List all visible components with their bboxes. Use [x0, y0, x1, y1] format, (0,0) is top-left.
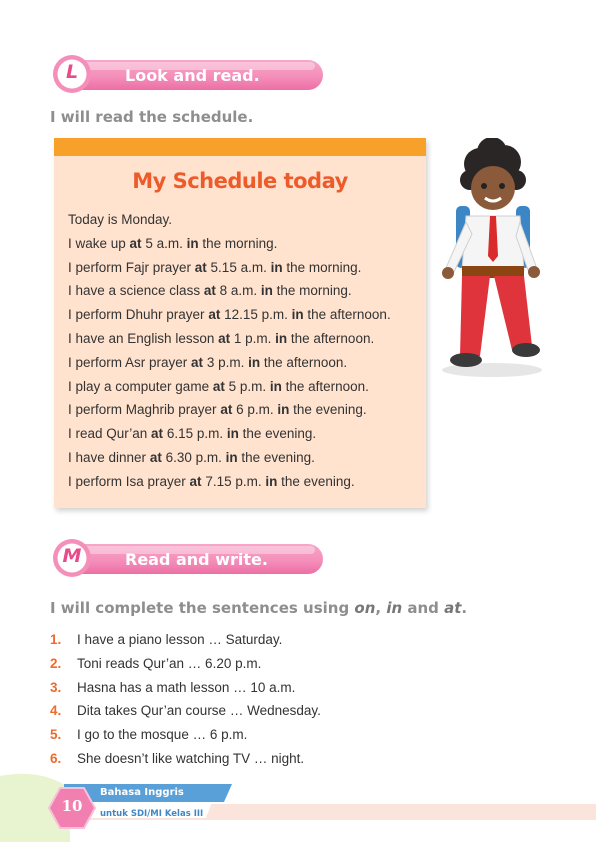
schedule-line [68, 470, 391, 494]
preposition-bold: at [208, 307, 221, 323]
preposition-bold: at [129, 235, 142, 251]
exercise-item [50, 628, 321, 652]
exercise-sentence: Hasna has a math lesson … 10 a.m. [77, 679, 296, 695]
schedule-text: 6 p.m. [232, 402, 278, 418]
page-number: 10 [61, 797, 83, 815]
schedule-text: the evening. [237, 449, 315, 465]
book-subtitle: untuk SDI/MI Kelas III [100, 809, 204, 819]
preposition-bold: in [270, 259, 283, 275]
section-letter: L [65, 61, 79, 83]
preposition-bold: at [149, 449, 162, 465]
schedule-text: 3 p.m. [203, 354, 249, 370]
preposition-bold: in [260, 283, 273, 299]
schedule-text: the afternoon. [303, 307, 391, 323]
card-header-strip [54, 138, 426, 156]
exercise-list [50, 628, 321, 771]
preposition-bold: at [191, 354, 204, 370]
exercise-item [50, 652, 321, 676]
preposition-bold: in [186, 235, 199, 251]
preposition-bold: at [212, 378, 225, 394]
schedule-text: the evening. [238, 426, 317, 442]
exercise-number: 5. [50, 727, 62, 743]
separator: and [402, 599, 445, 617]
keyword-in: in [386, 599, 403, 617]
preposition-bold: in [291, 307, 304, 323]
schedule-text: 8 a.m. [215, 283, 261, 299]
boy-student-illustration [432, 138, 552, 378]
preposition-bold: in [225, 449, 238, 465]
preposition-bold: in [248, 354, 261, 370]
section-m-banner [50, 538, 325, 578]
exercise-sentence: Toni reads Qur’an … 6.20 p.m. [77, 655, 262, 671]
preposition-bold: at [151, 426, 164, 442]
schedule-text: 1 p.m. [230, 330, 276, 346]
schedule-text: I perform Asr prayer [68, 354, 192, 370]
exercise-sentence: I have a piano lesson … Saturday. [77, 632, 283, 647]
schedule-line [68, 303, 391, 327]
separator: , [375, 599, 387, 617]
schedule-text: I wake up [68, 235, 130, 251]
preposition-bold: at [220, 402, 233, 418]
schedule-text: the evening. [289, 402, 367, 418]
preposition-bold: at [189, 473, 202, 489]
exercise-number: 2. [50, 655, 62, 671]
section-badge-icon [52, 54, 92, 94]
schedule-text: I have dinner [68, 449, 150, 465]
schedule-text: the afternoon. [260, 354, 348, 370]
schedule-text: I play a computer game [68, 378, 213, 394]
instruction-lead: I will complete the sentences using [50, 599, 355, 617]
schedule-line [68, 446, 391, 470]
instruction-text: I will read the schedule. [50, 108, 254, 126]
schedule-text: 6.30 p.m. [161, 449, 226, 465]
preposition-bold: in [265, 473, 278, 489]
preposition-bold: in [269, 378, 282, 394]
exercise-number: 4. [50, 703, 62, 719]
exercise-item [50, 676, 321, 700]
exercise-number: 1. [50, 632, 62, 647]
schedule-line [68, 422, 391, 446]
schedule-line [68, 351, 391, 375]
section-letter: M [62, 545, 82, 567]
schedule-text: 12.15 p.m. [220, 307, 292, 323]
schedule-text: 5.15 a.m. [206, 259, 271, 275]
schedule-list [68, 208, 391, 494]
exercise-sentence: Dita takes Qur’an course … Wednesday. [77, 703, 321, 719]
schedule-text: I perform Maghrib prayer [68, 402, 221, 418]
schedule-text: 7.15 p.m. [201, 473, 266, 489]
schedule-line [68, 256, 391, 280]
schedule-text: I have a science class [68, 283, 204, 299]
schedule-line [68, 327, 391, 351]
preposition-bold: at [203, 283, 216, 299]
schedule-text: I have an English lesson [68, 330, 219, 346]
exercise-number: 3. [50, 679, 62, 695]
preposition-bold: in [277, 402, 290, 418]
schedule-text: the afternoon. [287, 330, 375, 346]
section-badge-icon [52, 538, 92, 578]
preposition-bold: in [226, 426, 239, 442]
exercise-number: 6. [50, 750, 62, 766]
schedule-title: My Schedule today [132, 169, 348, 193]
schedule-text: Today is Monday. [68, 212, 173, 227]
schedule-line [68, 232, 391, 256]
preposition-bold: at [194, 259, 207, 275]
section-l-banner [50, 54, 325, 94]
exercise-item [50, 699, 321, 723]
schedule-line [68, 375, 391, 399]
exercise-sentence: She doesn’t like watching TV … night. [77, 750, 305, 766]
schedule-text: I perform Fajr prayer [68, 259, 195, 275]
schedule-text: 5 p.m. [224, 378, 270, 394]
schedule-text: 6.15 p.m. [163, 426, 227, 442]
schedule-card [54, 138, 426, 508]
schedule-text: the evening. [277, 473, 355, 489]
schedule-line [68, 398, 391, 422]
keyword-at: at [444, 599, 462, 617]
period: . [461, 599, 468, 617]
instruction-text [50, 599, 467, 617]
exercise-item [50, 723, 321, 747]
exercise-sentence: I go to the mosque … 6 p.m. [77, 727, 248, 743]
schedule-text: the morning. [282, 259, 362, 275]
schedule-text: the morning. [198, 235, 278, 251]
schedule-text: I perform Dhuhr prayer [68, 307, 209, 323]
schedule-line [68, 208, 391, 232]
keyword-on: on [354, 599, 376, 617]
schedule-text: I perform Isa prayer [68, 473, 190, 489]
schedule-text: 5 a.m. [141, 235, 187, 251]
schedule-line [68, 279, 391, 303]
book-title: Bahasa Inggris [100, 787, 184, 798]
section-title: Look and read. [125, 66, 260, 85]
preposition-bold: at [218, 330, 231, 346]
schedule-text: I read Qur’an [68, 426, 152, 442]
section-title: Read and write. [125, 550, 268, 569]
schedule-text: the afternoon. [281, 378, 369, 394]
schedule-text: the morning. [272, 283, 352, 299]
preposition-bold: in [275, 330, 288, 346]
exercise-item [50, 747, 321, 771]
